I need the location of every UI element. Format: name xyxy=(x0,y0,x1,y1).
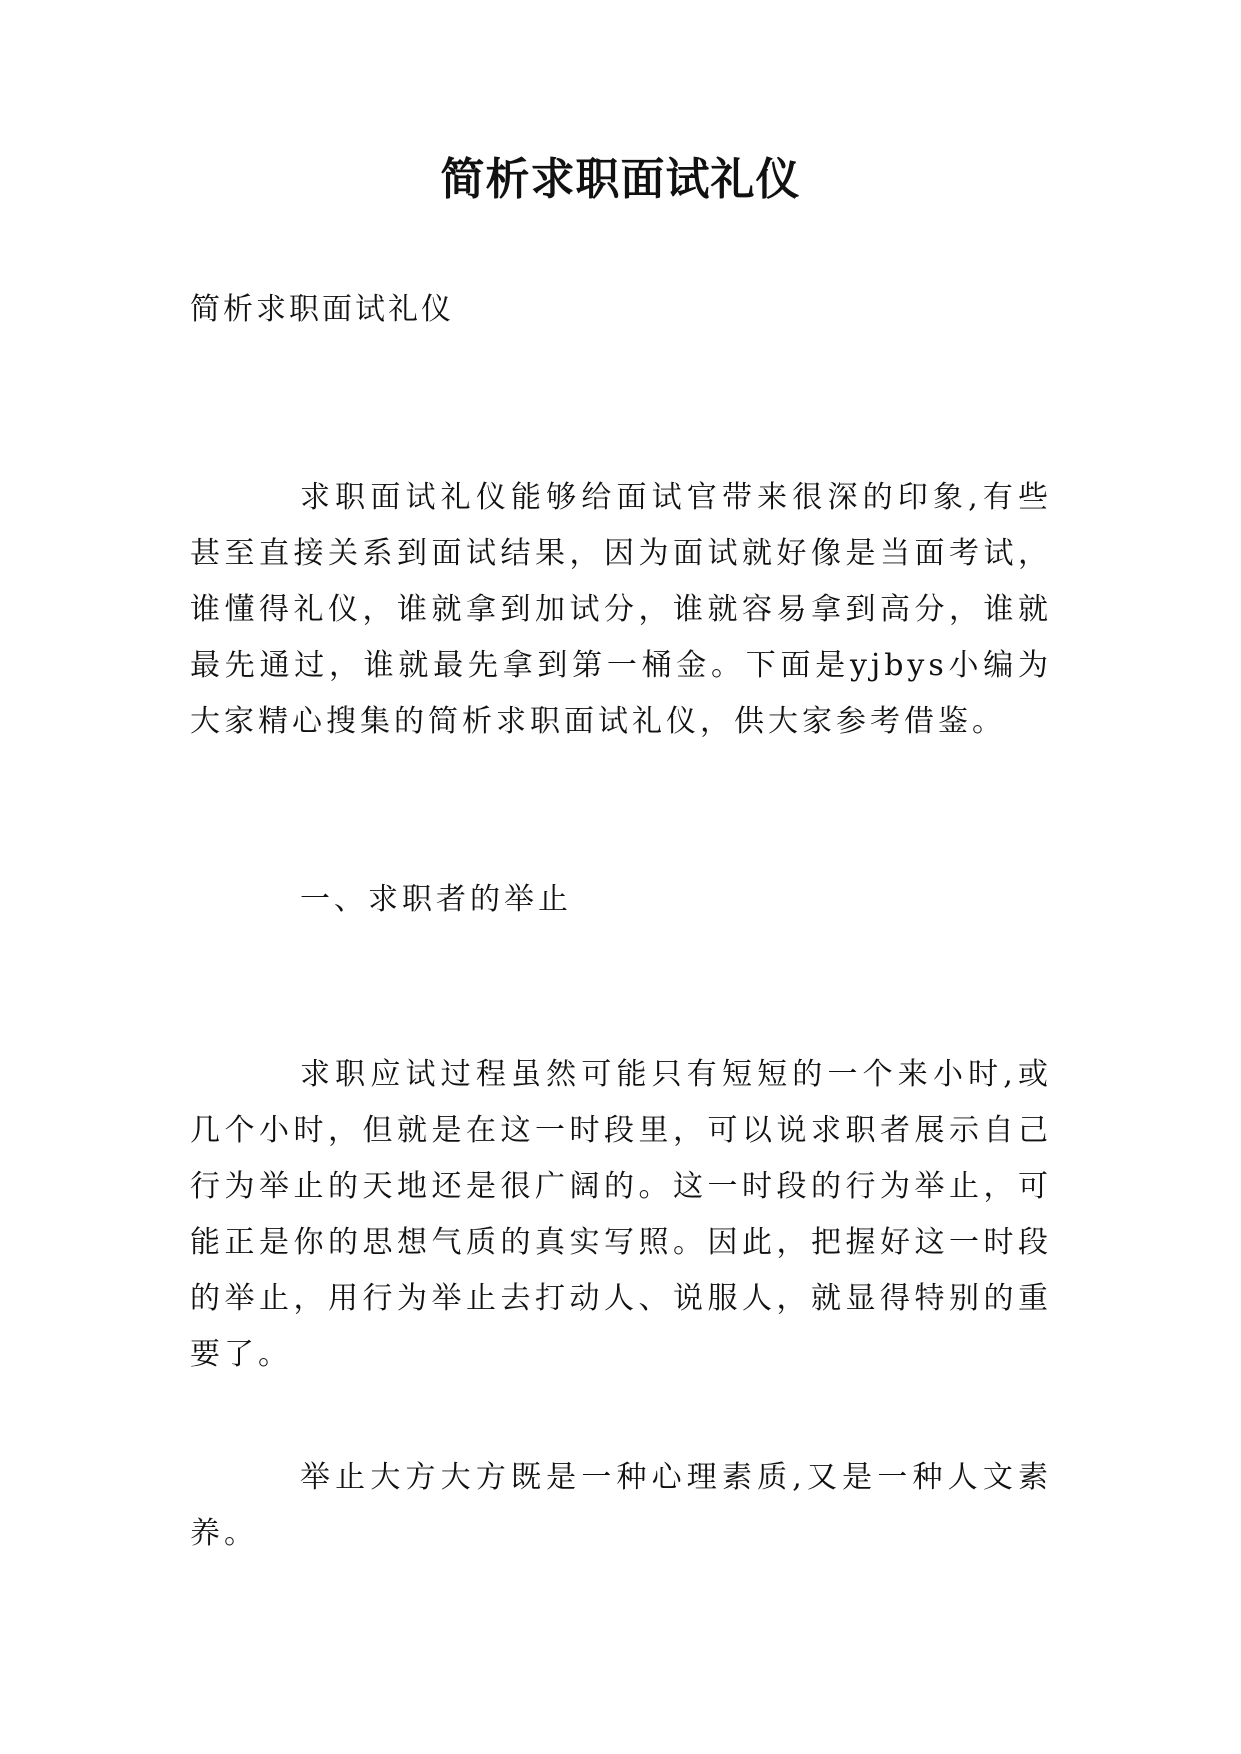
document-subtitle: 简析求职面试礼仪 xyxy=(190,292,454,327)
body-paragraph: 求职应试过程虽然可能只有短短的一个来小时,或几个小时，但就是在这一时段里，可以说求职者展示自己行为举止的天地还是很广阔的。这一时段的行为举止，可能正是你的思想气质的真实写照。因此，把握好这一时段的举止，用行为举止去打动人、说服人，就显得特别的重要了。 xyxy=(190,1057,1052,1372)
section-heading: 一、求职者的举止 xyxy=(300,882,572,917)
document-title: 简析求职面试礼仪 xyxy=(440,154,801,205)
body-paragraph-last: 举止大方大方既是一种心理素质,又是一种人文素养。 xyxy=(190,1460,1052,1551)
intro-paragraph: 求职面试礼仪能够给面试官带来很深的印象,有些甚至直接关系到面试结果，因为面试就好像是当面考试，谁懂得礼仪，谁就拿到加试分，谁就容易拿到高分，谁就最先通过，谁就最先拿到第一桶金。下面是yjbys小编为大家精心搜集的简析求职面试礼仪，供大家参考借鉴。 xyxy=(190,480,1052,739)
